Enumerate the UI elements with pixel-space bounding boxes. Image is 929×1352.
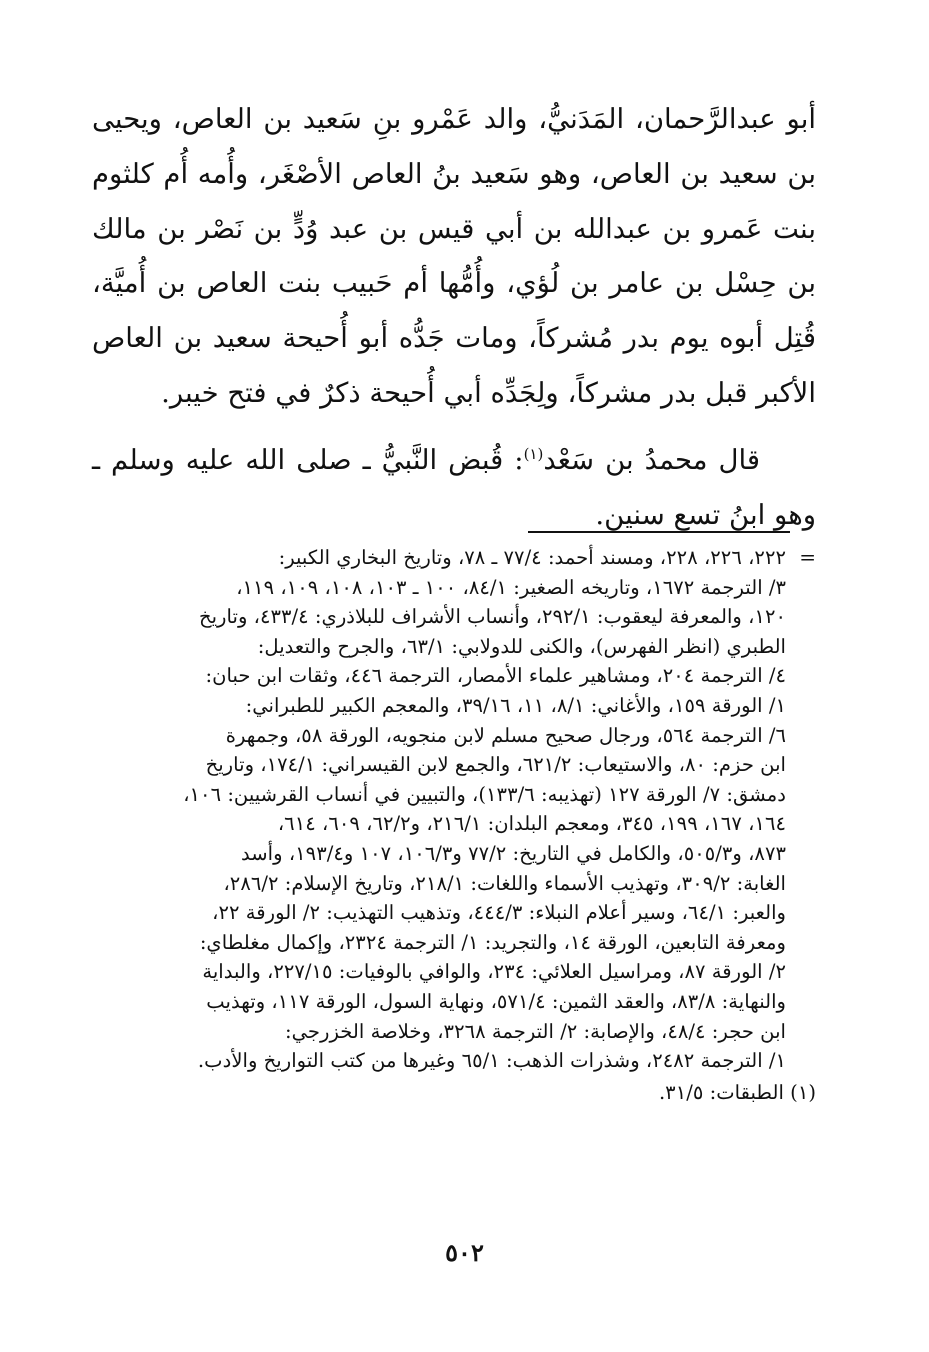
footnote-line: والعبر: ٦٤/١، وسير أعلام النبلاء: ٤٤٤/٣، وتذهيب التهذيب: ٢/ الورقة ٢٢، bbox=[212, 901, 786, 925]
footnote-line: الغابة: ٣٠٩/٢، وتهذيب الأسماء واللغات: ٢١٨/١، وتاريخ الإسلام: ٢٨٦/٢، bbox=[223, 871, 786, 895]
footnote-line: ١٦٤، ١٦٧، ١٩٩، ٣٤٥، ومعجم البلدان: ٢١٦/١، و٦٢/٢، ٦٠٩، ٦١٤، bbox=[277, 812, 786, 836]
footnote-text: الطبقات: ٣١/٥. bbox=[658, 1080, 784, 1104]
footnote-separator bbox=[528, 531, 790, 533]
footnote-line: ٨٧٣، و٥٠٥/٣، والكامل في التاريخ: ٧٧/٢ و١٠٦/٣، ١٠٧ و١٩٣/٤، وأسد bbox=[240, 841, 786, 865]
footnote-line: الطبري (انظر الفهرس)، والكنى للدولابي: ٦٣/١، والجرح والتعديل: bbox=[257, 634, 786, 658]
quote-body: : قُبض النَّبيُّ ـ صلى الله عليه وسلم ـ وهو ابنُ تسع سنين. bbox=[92, 443, 816, 531]
footnote-line: ١/ الورقة ١٥٩، والأغاني: ٨/١، ١١، ٣٩/١٦، والمعجم الكبير للطبراني: bbox=[245, 693, 786, 717]
footnote-line: ١٢٠، والمعرفة ليعقوب: ٢٩٢/١، وأنساب الأشراف للبلاذري: ٤٣٣/٤، وتاريخ bbox=[198, 605, 786, 629]
continuation-marker: = bbox=[799, 545, 816, 569]
footnote-number: (١) bbox=[790, 1080, 816, 1104]
footnote-line: ٢٢٢، ٢٢٦، ٢٢٨، ومسند أحمد: ٧٧/٤ ـ ٧٨، وتاريخ البخاري الكبير: bbox=[278, 546, 786, 569]
quote-paragraph bbox=[92, 427, 816, 543]
footnote-line: ومعرفة التابعين، الورقة ١٤، والتجريد: ١/ الترجمة ٢٣٢٤، وإكمال مغلطاي: bbox=[199, 930, 786, 954]
footnote-line: ١/ الترجمة ٢٤٨٢، وشذرات الذهب: ٦٥/١ وغيرها من كتب التواريخ والأدب. bbox=[197, 1049, 786, 1073]
footnote-line: ٣/ الترجمة ١٦٧٢، وتاريخه الصغير: ٨٤/١، ١٠٠ ـ ١٠٣، ١٠٨، ١٠٩، ١١٩، bbox=[236, 575, 786, 599]
footnotes bbox=[92, 543, 816, 1107]
footnote-line: ابن حزم: ٨٠، والاستيعاب: ٦٢١/٢، والجمع لابن القيسراني: ١٧٤/١، وتاريخ bbox=[205, 753, 786, 777]
main-text bbox=[92, 92, 816, 543]
footnote-line: ابن حجر: ٤٨/٤، والإصابة: ٢/ الترجمة ٣٢٦٨، وخلاصة الخزرجي: bbox=[284, 1019, 786, 1043]
quote-lead: قال محمدُ بن سَعْد bbox=[543, 443, 760, 476]
footnote-1 bbox=[92, 1078, 816, 1108]
page-number: ٥٠٢ bbox=[445, 1238, 484, 1267]
footnote-line: ٤/ الترجمة ٢٠٤، ومشاهير علماء الأمصار، الترجمة ٤٤٦، وثقات ابن حبان: bbox=[205, 664, 786, 688]
footnote-line: ٦/ الترجمة ٥٦٤، ورجال صحيح مسلم لابن منجويه، الورقة ٥٨، وجمهرة bbox=[225, 723, 786, 747]
footnote-line: دمشق: ٧/ الورقة ١٢٧ (تهذيبه: ١٣٣/٦)، والتبيين في أنساب القرشيين: ١٠٦، bbox=[183, 782, 786, 806]
footnote-ref: (١) bbox=[523, 444, 544, 463]
footnote-line: ٢/ الورقة ٨٧، ومراسيل العلائي: ٢٣٤، والوافي بالوفيات: ٢٢٧/١٥، والبداية bbox=[202, 960, 786, 984]
footnote-line: والنهاية: ٨٣/٨، والعقد الثمين: ٥٧١/٤، ونهاية السول، الورقة ١١٧، وتهذيب bbox=[206, 989, 786, 1013]
footnote-continuation bbox=[92, 543, 816, 1076]
main-paragraph: أبو عبدالرَّحمان، المَدَنيُّ، والد عَمْرو بنِ سَعيد بن العاص، ويحيى بن سعيد بن العاص، وهو سَعيد بنُ العاص الأصْغَر، وأُمه أُم كلثوم بنت عَمرو بن عبدالله بن أبي قيس بن عبد وُدٍّ بن نَصْر بن مالك بن حِسْل بن عامر بن لُؤي، وأُمُّها أم حَبيب بنت العاص بن أُميَّة، قُتِل أبوه يوم بدر مُشركاً، ومات جَدُّه أبو أُحيحة سعيد بن العاص الأكبر قبل بدر مشركاً، ولِجَدِّه أبي أُحيحة ذكرٌ في فتح خيبر. bbox=[92, 103, 816, 409]
